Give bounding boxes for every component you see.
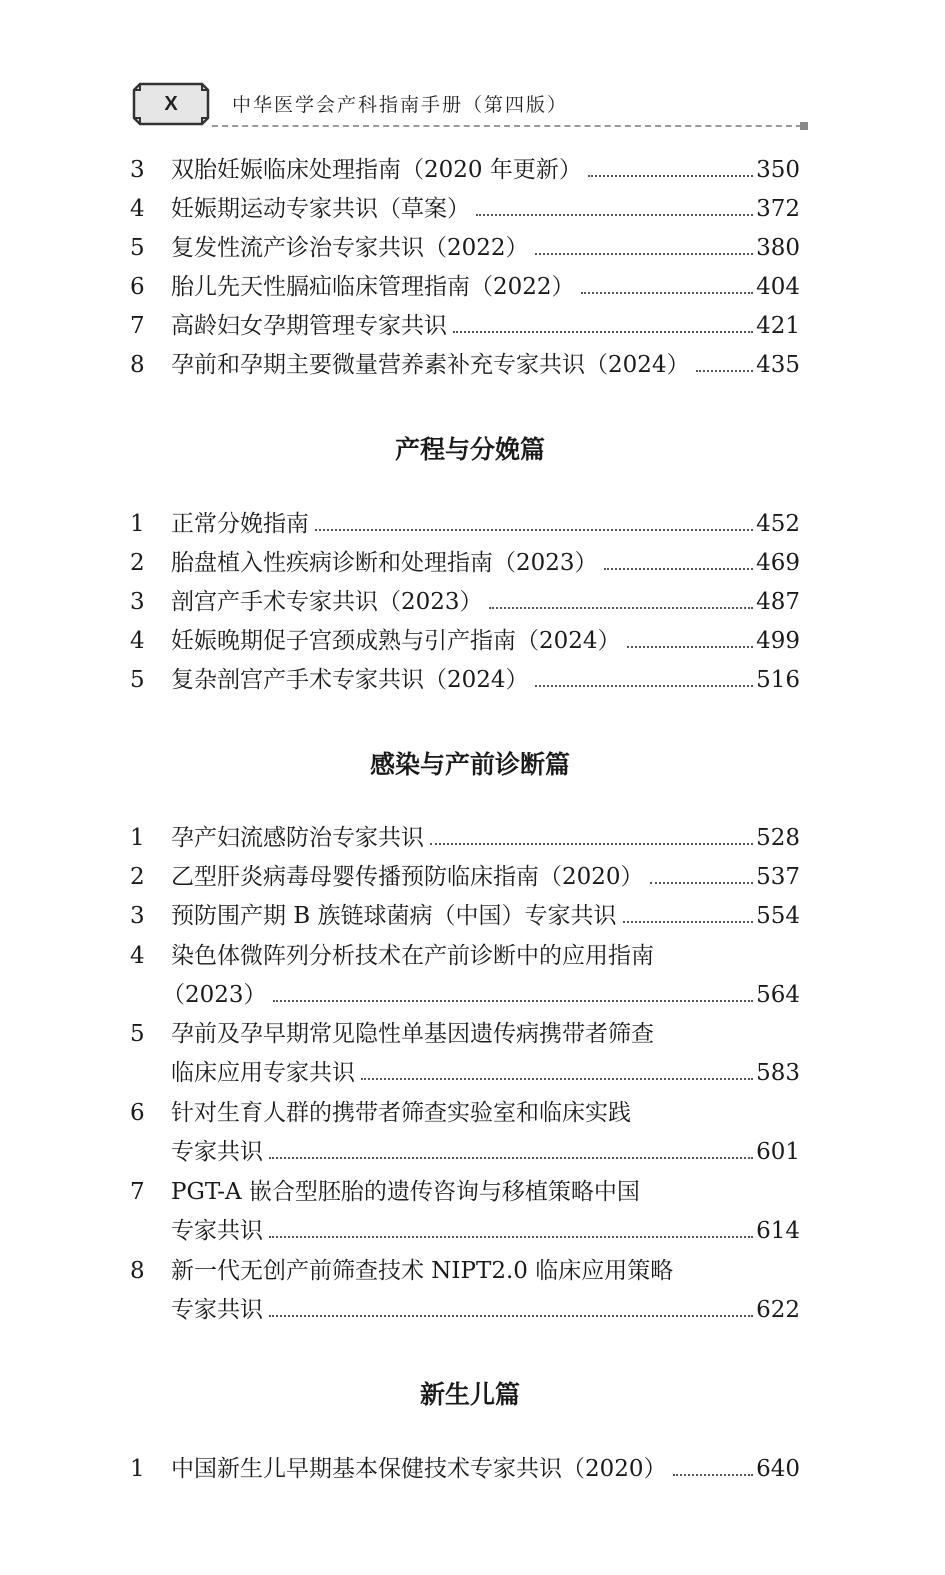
entry-title: 中国新生儿早期基本保健技术专家共识（2020） <box>171 1456 667 1482</box>
entry-title: 复发性流产诊治专家共识（2022） <box>171 235 529 261</box>
toc-entry[interactable] <box>130 897 800 936</box>
entry-page: 528 <box>756 825 800 851</box>
toc-entry[interactable] <box>130 307 800 346</box>
entry-number: 7 <box>130 1179 145 1205</box>
entry-title: 剖宫产手术专家共识（2023） <box>171 589 483 615</box>
entry-title: 预防围产期 B 族链球菌病（中国）专家共识 <box>171 903 617 929</box>
entry-number: 3 <box>130 589 145 615</box>
toc-entry[interactable] <box>130 151 800 190</box>
toc-entry[interactable] <box>130 505 800 544</box>
entry-number: 5 <box>130 235 145 261</box>
entry-title: 妊娠晚期促子宫颈成熟与引产指南（2024） <box>171 628 621 654</box>
entry-title-line1: 新一代无创产前筛查技术 NIPT2.0 临床应用策略 <box>171 1258 674 1284</box>
entry-page: 564 <box>756 982 800 1008</box>
entry-title: 专家共识 <box>171 1139 263 1165</box>
entry-number: 2 <box>130 550 145 576</box>
entry-title-line1: 孕前及孕早期常见隐性单基因遗传病携带者筛查 <box>171 1021 654 1047</box>
entry-number: 1 <box>130 511 145 537</box>
entry-number: 2 <box>130 864 145 890</box>
toc-entry[interactable] <box>130 346 800 385</box>
toc-entry[interactable] <box>130 1094 800 1172</box>
dot-leader <box>588 175 753 177</box>
page-number-badge <box>132 80 210 128</box>
running-header <box>132 76 808 132</box>
entry-title: 孕前和孕期主要微量营养素补充专家共识（2024） <box>171 352 690 378</box>
dot-leader <box>361 1078 753 1080</box>
entry-page: 640 <box>756 1456 800 1482</box>
toc-entry[interactable] <box>130 1450 800 1489</box>
entry-title-line1: 染色体微阵列分析技术在产前诊断中的应用指南 <box>171 943 654 969</box>
entry-title: （2023） <box>162 982 267 1008</box>
entry-page: 583 <box>756 1060 800 1086</box>
entry-page: 537 <box>756 864 800 890</box>
entry-page: 404 <box>756 274 800 300</box>
entry-title: 复杂剖宫产手术专家共识（2024） <box>171 667 529 693</box>
entry-title: 乙型肝炎病毒母婴传播预防临床指南（2020） <box>171 864 644 890</box>
entry-number: 8 <box>130 352 145 378</box>
dot-leader <box>535 685 754 687</box>
dot-leader <box>650 882 754 884</box>
entry-page: 350 <box>756 157 800 183</box>
entry-page: 452 <box>756 511 800 537</box>
toc-entry[interactable] <box>130 1173 800 1251</box>
entry-title: 专家共识 <box>171 1297 263 1323</box>
entry-title: 孕产妇流感防治专家共识 <box>171 825 424 851</box>
dot-leader <box>581 292 754 294</box>
dot-leader <box>269 1157 753 1159</box>
entry-title: 妊娠期运动专家共识（草案） <box>171 196 470 222</box>
entry-number: 6 <box>130 274 145 300</box>
entry-number: 1 <box>130 1456 145 1482</box>
entry-title: 双胎妊娠临床处理指南（2020 年更新） <box>171 157 582 183</box>
entry-title-line1: PGT-A 嵌合型胚胎的遗传咨询与移植策略中国 <box>171 1179 640 1205</box>
entry-page: 372 <box>756 196 800 222</box>
entry-number: 5 <box>130 667 145 693</box>
dot-leader <box>476 214 753 216</box>
toc-entry[interactable] <box>130 583 800 622</box>
toc-entry[interactable] <box>130 1252 800 1330</box>
entry-number: 5 <box>130 1021 145 1047</box>
entry-number: 6 <box>130 1100 145 1126</box>
toc-entry[interactable] <box>130 544 800 583</box>
toc-entry[interactable] <box>130 622 800 661</box>
dot-leader <box>604 568 754 570</box>
toc-entry[interactable] <box>130 819 800 858</box>
dot-leader <box>489 607 754 609</box>
toc-entry[interactable] <box>130 190 800 229</box>
header-dashed-rule <box>212 125 802 127</box>
section-heading: 新生儿篇 <box>419 1380 520 1409</box>
toc-entry[interactable] <box>130 858 800 897</box>
header-rule-end-square <box>800 122 808 130</box>
entry-page: 499 <box>756 628 800 654</box>
dot-leader <box>673 1474 754 1476</box>
dot-leader <box>453 331 753 333</box>
entry-page: 469 <box>756 550 800 576</box>
entry-title: 正常分娩指南 <box>171 511 309 537</box>
dot-leader <box>269 1315 753 1317</box>
section-heading: 产程与分娩篇 <box>394 435 545 464</box>
toc-entry[interactable] <box>130 268 800 307</box>
entry-number: 4 <box>130 943 145 969</box>
entry-number: 3 <box>130 157 145 183</box>
dot-leader <box>623 921 754 923</box>
entry-number: 4 <box>130 628 145 654</box>
entry-title: 胎儿先天性膈疝临床管理指南（2022） <box>171 274 575 300</box>
entry-page: 622 <box>756 1297 800 1323</box>
entry-page: 421 <box>756 313 800 339</box>
toc-entry[interactable] <box>130 1015 800 1093</box>
dot-leader <box>430 843 753 845</box>
entry-title: 专家共识 <box>171 1218 263 1244</box>
entry-number: 8 <box>130 1258 145 1284</box>
section-heading: 感染与产前诊断篇 <box>369 750 570 779</box>
entry-number: 4 <box>130 196 145 222</box>
dot-leader <box>273 1000 754 1002</box>
entry-page: 487 <box>756 589 800 615</box>
dot-leader <box>315 529 753 531</box>
dot-leader <box>696 370 754 372</box>
entry-title: 高龄妇女孕期管理专家共识 <box>171 313 447 339</box>
dot-leader <box>535 253 754 255</box>
entry-page: 601 <box>756 1139 800 1165</box>
entry-page: 554 <box>756 903 800 929</box>
entry-number: 1 <box>130 825 145 851</box>
entry-title: 胎盘植入性疾病诊断和处理指南（2023） <box>171 550 598 576</box>
entry-number: 7 <box>130 313 145 339</box>
entry-page: 380 <box>756 235 800 261</box>
toc-entry[interactable] <box>130 661 800 700</box>
toc-entry[interactable] <box>130 937 800 1015</box>
entry-page: 614 <box>756 1218 800 1244</box>
entry-title-line1: 针对生育人群的携带者筛查实验室和临床实践 <box>171 1100 631 1126</box>
toc-entry[interactable] <box>130 229 800 268</box>
entry-title: 临床应用专家共识 <box>171 1060 355 1086</box>
book-title: 中华医学会产科指南手册（第四版） <box>232 94 569 116</box>
entry-number: 3 <box>130 903 145 929</box>
dot-leader <box>269 1236 753 1238</box>
entry-page: 435 <box>756 352 800 378</box>
dot-leader <box>627 646 754 648</box>
page-number: X <box>164 93 178 115</box>
entry-page: 516 <box>756 667 800 693</box>
